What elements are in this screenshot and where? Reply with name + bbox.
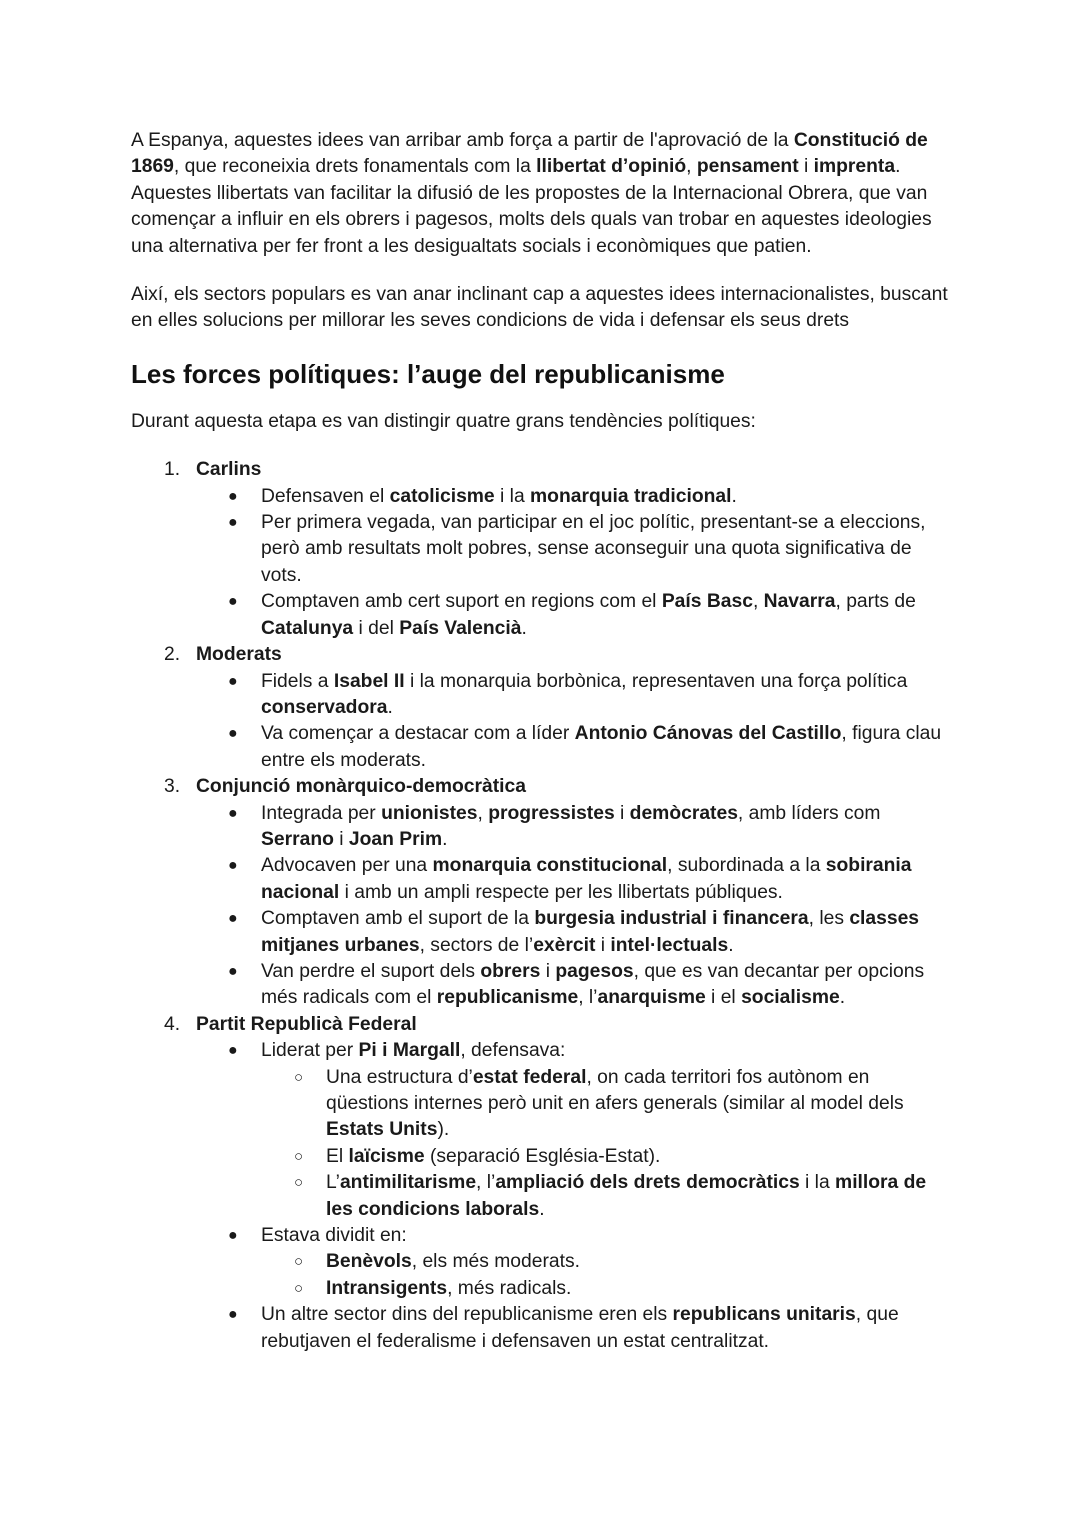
bullet-item: ● Comptaven amb cert suport en regions com el País Basc, Navarra, parts de Catalunya i del País Valencià.	[228, 591, 916, 639]
bullet-icon: ●	[228, 804, 238, 822]
bullet-icon: ●	[228, 725, 238, 743]
section-intro: Durant aquesta etapa es van distingir quatre grans tendències polítiques:	[131, 410, 756, 432]
circle-bullet-icon: ○	[294, 1174, 304, 1192]
circle-bullet-icon: ○	[294, 1068, 304, 1086]
item-title: Conjunció monàrquico-democràtica	[196, 776, 526, 798]
item-title: Carlins	[196, 459, 262, 481]
list-number: 2.	[164, 644, 181, 666]
bullet-icon: ●	[228, 487, 238, 505]
sub-bullet-item: ○ Benèvols, els més moderats.	[261, 1249, 956, 1275]
paragraph-popular-sectors: Així, els sectors populars es van anar inclinant cap a aquestes idees internacionalistes, buscant en elles solucions per millorar les seves condicions de vida i defensar els seus drets	[131, 284, 948, 332]
bullet-item: ● Fidels a Isabel II i la monarquia borbònica, representaven una força política conservadora.	[228, 670, 908, 718]
sub-bullet-item: ○ Una estructura d’estat federal, on cada territori fos autònom en qüestions internes però unit en afers generals (similar al model dels Estats Units).	[294, 1066, 904, 1141]
document-page	[131, 128, 956, 1355]
bullet-item: ● Integrada per unionistes, progressistes i demòcrates, amb líders com Serrano i Joan Prim.	[228, 802, 881, 850]
bullet-item: ● Liderat per Pi i Margall, defensava: ○ Una estructura d’estat federal, on cada territori fos autònom en qüestions internes però unit en afers generals (similar al model dels Estats Units). ○ El laïcisme (separació Església-Estat). ○ L’antimilitarisme, l’ampliació dels drets democràtics i la millora de les condicions laborals.	[196, 1038, 956, 1223]
item-title: Partit Republicà Federal	[196, 1013, 417, 1035]
item-title: Moderats	[196, 644, 282, 666]
list-number: 4.	[164, 1013, 181, 1035]
paragraph-constitution: A Espanya, aquestes idees van arribar amb força a partir de l'aprovació de la Constitució de 1869, que reconeixia drets fonamentals com la llibertat d’opinió, pensament i imprenta. Aquestes llibertats van facilitar la difusió de les propostes de la Internacional Obrera, que van començar a influir en els obrers i pagesos, molts dels quals van trobar en aquestes ideologies una alternativa per fer front a les desigualtats socials i econòmiques que patien.	[131, 130, 932, 257]
bullet-item: ● Un altre sector dins del republicanisme eren els republicans unitaris, que rebutjaven el federalisme i defensaven un estat centralitzat.	[228, 1304, 899, 1352]
sub-bullet-item: ○ Intransigents, més radicals.	[261, 1276, 956, 1302]
bullet-item: ● Per primera vegada, van participar en el joc polític, presentant-se a eleccions, però amb resultats molt pobres, sense aconseguir una quota significativa de vots.	[228, 512, 926, 586]
list-item-conjuncio	[131, 774, 956, 1012]
bullet-item: ● Van perdre el suport dels obrers i pagesos, que es van decantar per opcions més radicals com el republicanisme, l’anarquisme i el socialisme.	[228, 960, 925, 1009]
circle-bullet-icon: ○	[294, 1253, 304, 1271]
section-heading: Les forces polítiques: l’auge del republicanisme	[131, 358, 725, 389]
list-number: 1.	[164, 459, 181, 481]
bullet-item: ● Defensaven el catolicisme i la monarquia tradicional.	[196, 484, 956, 510]
bullet-item: ● Estava dividit en: ○ Benèvols, els més moderats. ○ Intransigents, més radicals.	[196, 1223, 956, 1302]
bullet-icon: ●	[228, 910, 238, 928]
list-number: 3.	[164, 776, 181, 798]
bullet-icon: ●	[228, 1042, 238, 1060]
political-forces-list	[131, 457, 956, 1355]
bullet-icon: ●	[228, 1227, 238, 1245]
sub-bullet-item: ○ L’antimilitarisme, l’ampliació dels drets democràtics i la millora de les condicions laborals.	[294, 1172, 927, 1220]
bullet-item: ● Advocaven per una monarquia constitucional, subordinada a la sobirania nacional i amb un ampli respecte per les llibertats públiques.	[228, 855, 912, 903]
list-item-carlins	[131, 457, 956, 642]
bullet-icon: ●	[228, 962, 238, 980]
bullet-item: ● Va començar a destacar com a líder Antonio Cánovas del Castillo, figura clau entre els moderats.	[228, 723, 942, 771]
bullet-icon: ●	[228, 1306, 238, 1324]
list-item-republica-federal	[131, 1012, 956, 1355]
bullet-item: ● Comptaven amb el suport de la burgesia industrial i financera, les classes mitjanes urbanes, sectors de l’exèrcit i intel·lectuals.	[228, 908, 920, 956]
bullet-icon: ●	[228, 857, 238, 875]
bullet-icon: ●	[228, 593, 238, 611]
sub-bullet-item: ○ El laïcisme (separació Església-Estat).	[261, 1144, 956, 1170]
bullet-icon: ●	[228, 514, 238, 532]
list-item-moderats	[131, 642, 956, 774]
bullet-icon: ●	[228, 672, 238, 690]
circle-bullet-icon: ○	[294, 1147, 304, 1165]
circle-bullet-icon: ○	[294, 1279, 304, 1297]
